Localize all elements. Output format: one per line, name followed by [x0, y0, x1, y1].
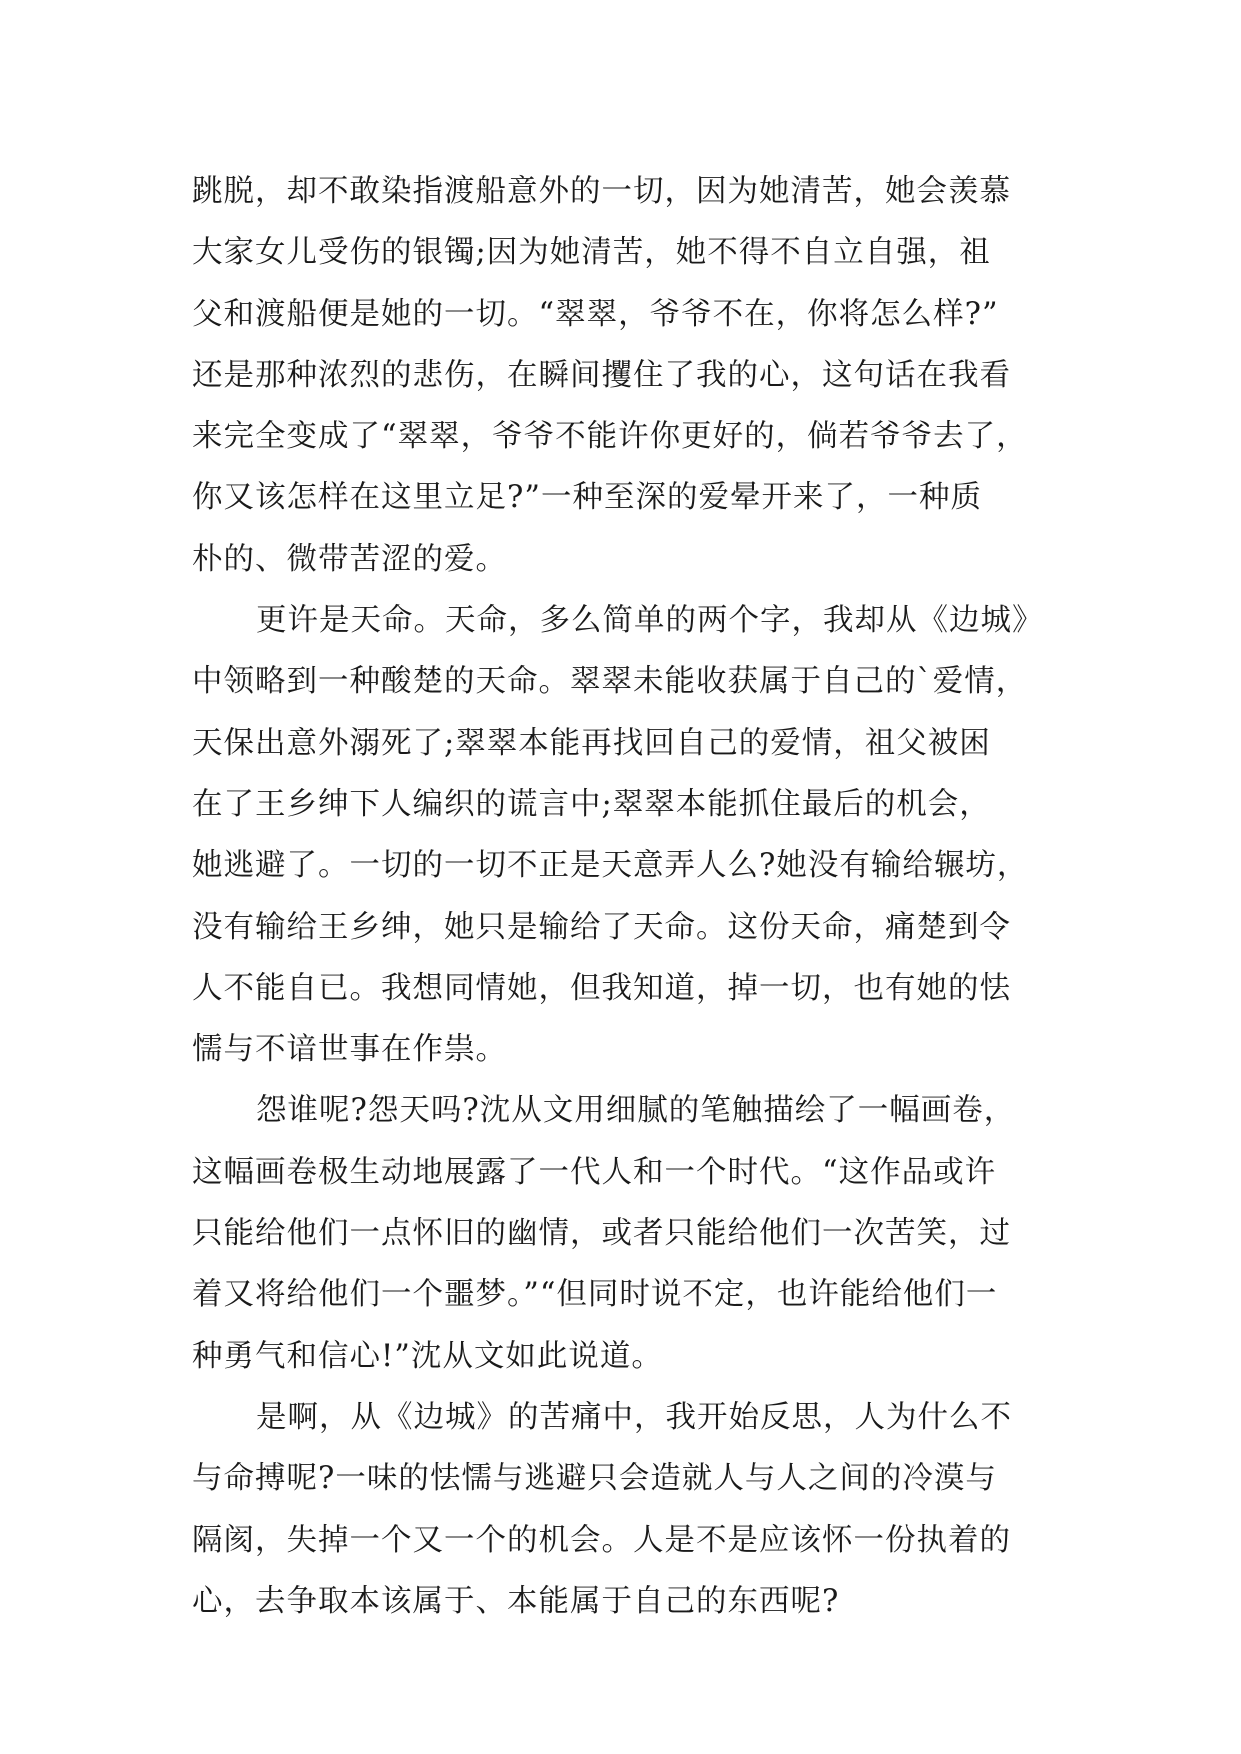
text-line: 大家女儿受伤的银镯;因为她清苦，她不得不自立自强，祖 [192, 235, 991, 271]
text-line: 来完全变成了“翠翠，爷爷不能许你更好的，倘若爷爷去了， [192, 419, 1028, 455]
text-line: 种勇气和信心!”沈从文如此说道。 [192, 1338, 663, 1374]
text-line: 朴的、微带苦涩的爱。 [192, 541, 507, 577]
text-line: 隔阂，失掉一个又一个的机会。人是不是应该怀一份执着的 [192, 1522, 1011, 1558]
text-line: 她逃避了。一切的一切不正是天意弄人么?她没有输给辗坊， [192, 848, 1029, 884]
text-line: 在了王乡绅下人编织的谎言中;翠翠本能抓住最后的机会， [192, 786, 991, 822]
paragraph-first-line: 怨谁呢?怨天吗?沈从文用细腻的笔触描绘了一幅画卷， [256, 1093, 1016, 1129]
body-text [192, 161, 1052, 1632]
text-line: 你又该怎样在这里立足?”一种至深的爱晕开来了，一种质 [192, 480, 982, 516]
text-line: 没有输给王乡绅，她只是输给了天命。这份天命，痛楚到令 [192, 909, 1011, 945]
text-line: 懦与不谙世事在作祟。 [192, 1032, 507, 1068]
text-line: 这幅画卷极生动地展露了一代人和一个时代。“这作品或许 [192, 1154, 997, 1190]
text-line: 中领略到一种酸楚的天命。翠翠未能收获属于自己的`爱情， [192, 664, 1028, 700]
text-line: 着又将给他们一个噩梦。”“但同时说不定，也许能给他们一 [192, 1277, 998, 1313]
text-line: 父和渡船便是她的一切。“翠翠，爷爷不在，你将怎么样?” [192, 296, 999, 332]
paragraph-first-line: 更许是天命。天命，多么简单的两个字，我却从《边城》 [256, 603, 1044, 639]
text-line: 与命搏呢?一味的怯懦与逃避只会造就人与人之间的冷漠与 [192, 1461, 997, 1497]
paragraph-first-line: 是啊，从《边城》的苦痛中，我开始反思，人为什么不 [256, 1399, 1012, 1435]
text-line: 还是那种浓烈的悲伤，在瞬间攫住了我的心，这句话在我看 [192, 357, 1011, 393]
text-line: 人不能自已。我想同情她，但我知道，掉一切，也有她的怯 [192, 970, 1011, 1006]
text-line: 只能给他们一点怀旧的幽情，或者只能给他们一次苦笑，过 [192, 1216, 1011, 1252]
text-line: 心，去争取本该属于、本能属于自己的东西呢? [192, 1583, 840, 1619]
text-line: 跳脱，却不敢染指渡船意外的一切，因为她清苦，她会羡慕 [192, 174, 1011, 209]
text-line: 天保出意外溺死了;翠翠本能再找回自己的爱情，祖父被困 [192, 725, 991, 761]
